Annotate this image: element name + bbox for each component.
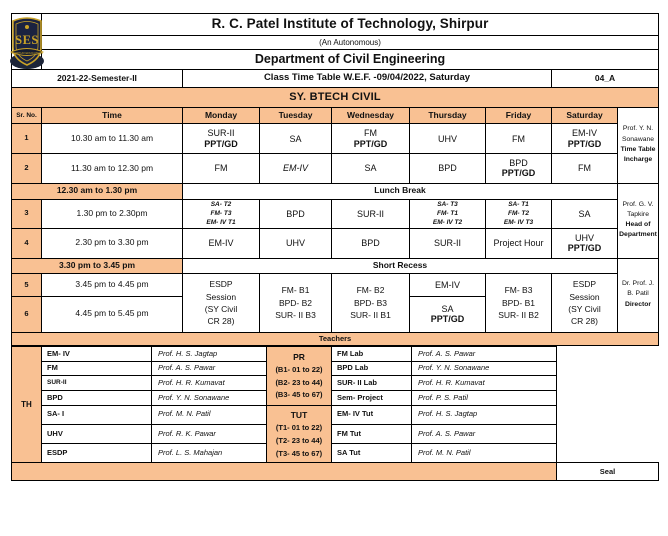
- teachers-table: [11, 346, 659, 481]
- signature-time-table-incharge: [618, 107, 659, 183]
- period-row-5: [12, 274, 659, 297]
- period-4-sr-no: 4: [12, 228, 42, 258]
- pr-teacher: Prof. Y. N. Sonawane: [412, 361, 557, 376]
- tut-title: TUT: [290, 409, 308, 420]
- th-subject: FM: [42, 361, 152, 376]
- pr-subject: BPD Lab: [332, 361, 412, 376]
- column-header-thursday: Thursday: [410, 107, 486, 124]
- cell-mon-4: EM-IV: [183, 228, 260, 258]
- signature-name: Dr. Prof. J. B. Patil: [621, 280, 655, 298]
- cell-thu-6-subject: SA: [441, 304, 454, 315]
- tut-teacher: Prof. M. N. Patil: [412, 444, 557, 463]
- signature-name: Prof. G. V. Tapkire: [622, 200, 654, 218]
- tut-line-1: (T1- 01 to 22): [275, 423, 323, 433]
- cell-tue-2: EM-IV: [260, 154, 332, 184]
- masthead-department-row: [12, 49, 659, 69]
- cell-fri-1: FM: [486, 124, 552, 154]
- cell-sat-4-mode: PPT/GD: [567, 243, 602, 254]
- seal-filler: [12, 463, 557, 481]
- cell-fri-3-line-2: FM- T2: [508, 209, 529, 217]
- period-row-3: [12, 199, 659, 228]
- th-teacher: Prof. A. S. Pawar: [152, 361, 267, 376]
- cell-tue-3: BPD: [260, 199, 332, 228]
- period-6-time: 4.45 pm to 5.45 pm: [42, 297, 183, 332]
- cell-tue-1: SA: [260, 124, 332, 154]
- period-row-4: [12, 228, 659, 258]
- department-name: Department of Civil Engineering: [42, 49, 659, 69]
- tut-subject: FM Tut: [332, 424, 412, 443]
- pr-subject: FM Lab: [332, 347, 412, 362]
- cell-sat-3: SA: [552, 199, 618, 228]
- cell-mon-lab-line-3: (SY Civil: [204, 303, 238, 314]
- pr-teacher: Prof. A. S. Pawar: [412, 347, 557, 362]
- th-subject: ESDP: [42, 444, 152, 463]
- institute-logo-cell: [12, 14, 42, 70]
- cell-wed-1: [332, 124, 410, 154]
- cell-sat-4-subject: UHV: [574, 232, 594, 243]
- banner-row: [12, 88, 659, 108]
- signature-role: Director: [624, 300, 652, 308]
- cell-mon-1-subject: SUR-II: [207, 128, 235, 139]
- column-header-time: Time: [42, 107, 183, 124]
- cell-sat-lab-block: [552, 274, 618, 332]
- pr-subject: SUR- II Lab: [332, 376, 412, 391]
- short-recess-label: Short Recess: [183, 258, 618, 274]
- column-header-sr-no: Sr. No.: [12, 107, 42, 124]
- signature-head-of-department: [618, 183, 659, 258]
- period-6-sr-no: 6: [12, 297, 42, 332]
- cell-mon-2: FM: [183, 154, 260, 184]
- column-header-tuesday: Tuesday: [260, 107, 332, 124]
- teachers-section-header-row: [12, 332, 659, 346]
- cell-thu-3: [410, 199, 486, 228]
- cell-fri-3: [486, 199, 552, 228]
- period-1-time: 10.30 am to 11.30 am: [42, 124, 183, 154]
- lunch-break-row: [12, 183, 659, 199]
- lunch-break-label: Lunch Break: [183, 183, 618, 199]
- th-teacher: Prof. R. K. Pawar: [152, 424, 267, 443]
- pr-subject: Sem- Project: [332, 391, 412, 406]
- period-1-sr-no: 1: [12, 124, 42, 154]
- cell-tue-lab-line-1: FM- B1: [281, 285, 310, 296]
- tut-line-3: (T3- 45 to 67): [275, 448, 323, 458]
- cell-sat-lab-line-4: CR 28): [571, 316, 598, 327]
- semester-label: 2021-22-Semester-II: [12, 70, 183, 88]
- svg-text:SHIRPUR EDUCATION: SHIRPUR EDUCATION: [10, 50, 43, 55]
- seal-row: [12, 463, 659, 481]
- cell-sat-4: [552, 228, 618, 258]
- cell-wed-1-subject: FM: [364, 128, 377, 139]
- cell-wed-4: BPD: [332, 228, 410, 258]
- teachers-section-title: Teachers: [12, 332, 659, 346]
- cell-mon-lab-line-1: ESDP: [209, 279, 233, 290]
- cell-mon-lab-line-4: CR 28): [207, 316, 235, 327]
- cell-fri-4: Project Hour: [486, 228, 552, 258]
- period-2-time: 11.30 am to 12.30 pm: [42, 154, 183, 184]
- period-5-time: 3.45 pm to 4.45 pm: [42, 274, 183, 297]
- grid-header-row: [12, 107, 659, 124]
- cell-fri-lab-line-2: BPD- B1: [501, 297, 536, 308]
- cell-wed-1-mode: PPT/GD: [353, 138, 388, 149]
- th-teacher: Prof. H. S. Jagtap: [152, 347, 267, 362]
- cell-sat-1-mode: PPT/GD: [567, 138, 602, 149]
- cell-thu-3-line-1: SA- T3: [437, 200, 458, 208]
- cell-mon-1: [183, 124, 260, 154]
- cell-wed-lab-line-2: BPD- B3: [353, 297, 388, 308]
- period-3-sr-no: 3: [12, 199, 42, 228]
- th-subject: UHV: [42, 424, 152, 443]
- pr-line-2: (B2- 23 to 44): [275, 377, 323, 387]
- teachers-blank-cell: [557, 347, 659, 463]
- tut-group-block: [267, 405, 332, 463]
- cell-fri-lab-line-1: FM- B3: [504, 285, 533, 296]
- cell-wed-2: SA: [332, 154, 410, 184]
- class-time-table-label: Class Time Table W.E.F. -09/04/2022, Saturday: [183, 70, 552, 88]
- cell-mon-3-line-1: SA- T2: [210, 200, 232, 208]
- timetable-table: [11, 13, 659, 346]
- cell-fri-lab-block: [486, 274, 552, 332]
- cell-sat-1: [552, 124, 618, 154]
- cell-fri-2: [486, 154, 552, 184]
- cell-fri-2-subject: BPD: [509, 158, 528, 169]
- cell-tue-lab-line-3: SUR- II B3: [275, 310, 316, 321]
- cell-thu-3-line-2: FM- T1: [437, 209, 458, 217]
- tut-teacher: Prof. A. S. Pawar: [412, 424, 557, 443]
- cell-tue-4: UHV: [260, 228, 332, 258]
- cell-wed-lab-block: [332, 274, 410, 332]
- signature-role: Head of Department: [619, 221, 657, 239]
- cell-fri-3-line-1: SA- T1: [508, 200, 529, 208]
- pr-line-3: (B3- 45 to 67): [275, 390, 323, 400]
- autonomous-label: (An Autonomous): [42, 35, 659, 49]
- column-header-saturday: Saturday: [552, 107, 618, 124]
- cell-sat-1-subject: EM-IV: [571, 128, 597, 139]
- masthead-institute-row: [12, 14, 659, 36]
- period-2-sr-no: 2: [12, 154, 42, 184]
- signature-name: Prof. Y. N. Sonawane: [621, 125, 655, 143]
- cell-wed-3: SUR-II: [332, 199, 410, 228]
- tut-line-2: (T2- 23 to 44): [275, 435, 323, 445]
- signature-director: [618, 258, 659, 332]
- timetable-document: [11, 13, 658, 481]
- period-row-2: [12, 154, 659, 184]
- th-subject: SUR-II: [42, 376, 152, 391]
- cell-fri-lab-line-3: SUR- II B2: [498, 310, 539, 321]
- pr-group-block: [267, 347, 332, 406]
- cell-fri-3-line-3: EM- IV T3: [503, 219, 534, 227]
- tut-subject: SA Tut: [332, 444, 412, 463]
- th-teacher: Prof. M. N. Patil: [152, 405, 267, 424]
- th-teacher: Prof. Y. N. Sonawane: [152, 391, 267, 406]
- column-header-wednesday: Wednesday: [332, 107, 410, 124]
- cell-mon-3: [183, 199, 260, 228]
- masthead-autonomous-row: [12, 35, 659, 49]
- tut-subject: EM- IV Tut: [332, 405, 412, 424]
- cell-thu-5: EM-IV: [410, 274, 486, 297]
- short-recess-time: 3.30 pm to 3.45 pm: [12, 258, 183, 274]
- pr-teacher: Prof. P. S. Patil: [412, 391, 557, 406]
- cell-thu-1: UHV: [410, 124, 486, 154]
- cell-sat-2: FM: [552, 154, 618, 184]
- period-row-1: [12, 124, 659, 154]
- teacher-row-1: [12, 347, 659, 362]
- cell-mon-lab-block: [183, 274, 260, 332]
- cell-sat-lab-line-3: (SY Civil: [568, 303, 601, 314]
- signature-role: Time Table Incharge: [620, 145, 656, 163]
- th-teacher: Prof. H. R. Kumavat: [152, 376, 267, 391]
- ses-shield-logo-icon: [3, 14, 51, 70]
- column-header-monday: Monday: [183, 107, 260, 124]
- cell-tue-lab-block: [260, 274, 332, 332]
- period-5-sr-no: 5: [12, 274, 42, 297]
- cell-sat-lab-line-1: ESDP: [572, 279, 597, 290]
- cell-wed-lab-line-1: FM- B2: [356, 285, 385, 296]
- cell-thu-4: SUR-II: [410, 228, 486, 258]
- column-header-friday: Friday: [486, 107, 552, 124]
- period-4-time: 2.30 pm to 3.30 pm: [42, 228, 183, 258]
- institute-name: R. C. Patel Institute of Technology, Shirpur: [42, 14, 659, 36]
- cell-sat-lab-line-2: Session: [569, 291, 600, 302]
- th-teacher: Prof. L. S. Mahajan: [152, 444, 267, 463]
- cell-fri-2-mode: PPT/GD: [501, 168, 536, 179]
- cell-mon-1-mode: PPT/GD: [204, 138, 238, 149]
- cell-mon-3-line-3: EM- IV T1: [206, 219, 236, 227]
- cell-wed-lab-line-3: SUR- II B1: [350, 310, 391, 321]
- cell-mon-lab-line-2: Session: [205, 291, 237, 302]
- pr-line-1: (B1- 01 to 22): [275, 364, 323, 374]
- room-label: 04_A: [552, 70, 659, 88]
- svg-text:SES: SES: [14, 32, 39, 47]
- cell-thu-2: BPD: [410, 154, 486, 184]
- th-subject: BPD: [42, 391, 152, 406]
- cell-thu-6-mode: PPT/GD: [430, 314, 465, 325]
- cell-tue-lab-line-2: BPD- B2: [278, 297, 313, 308]
- cell-mon-3-line-2: FM- T3: [210, 209, 232, 217]
- short-recess-row: [12, 258, 659, 274]
- masthead-info-row: [12, 70, 659, 88]
- class-banner-title: SY. BTECH CIVIL: [12, 88, 659, 108]
- seal-label: Seal: [557, 463, 659, 481]
- th-label: TH: [12, 347, 42, 463]
- period-3-time: 1.30 pm to 2.30pm: [42, 199, 183, 228]
- cell-thu-6: [410, 297, 486, 332]
- cell-thu-3-line-3: EM- IV T2: [432, 219, 463, 227]
- tut-teacher: Prof. H. S. Jagtap: [412, 405, 557, 424]
- th-subject: EM- IV: [42, 347, 152, 362]
- lunch-break-time: 12.30 am to 1.30 pm: [12, 183, 183, 199]
- pr-title: PR: [293, 351, 305, 362]
- pr-teacher: Prof. H. R. Kumavat: [412, 376, 557, 391]
- th-subject: SA- I: [42, 405, 152, 424]
